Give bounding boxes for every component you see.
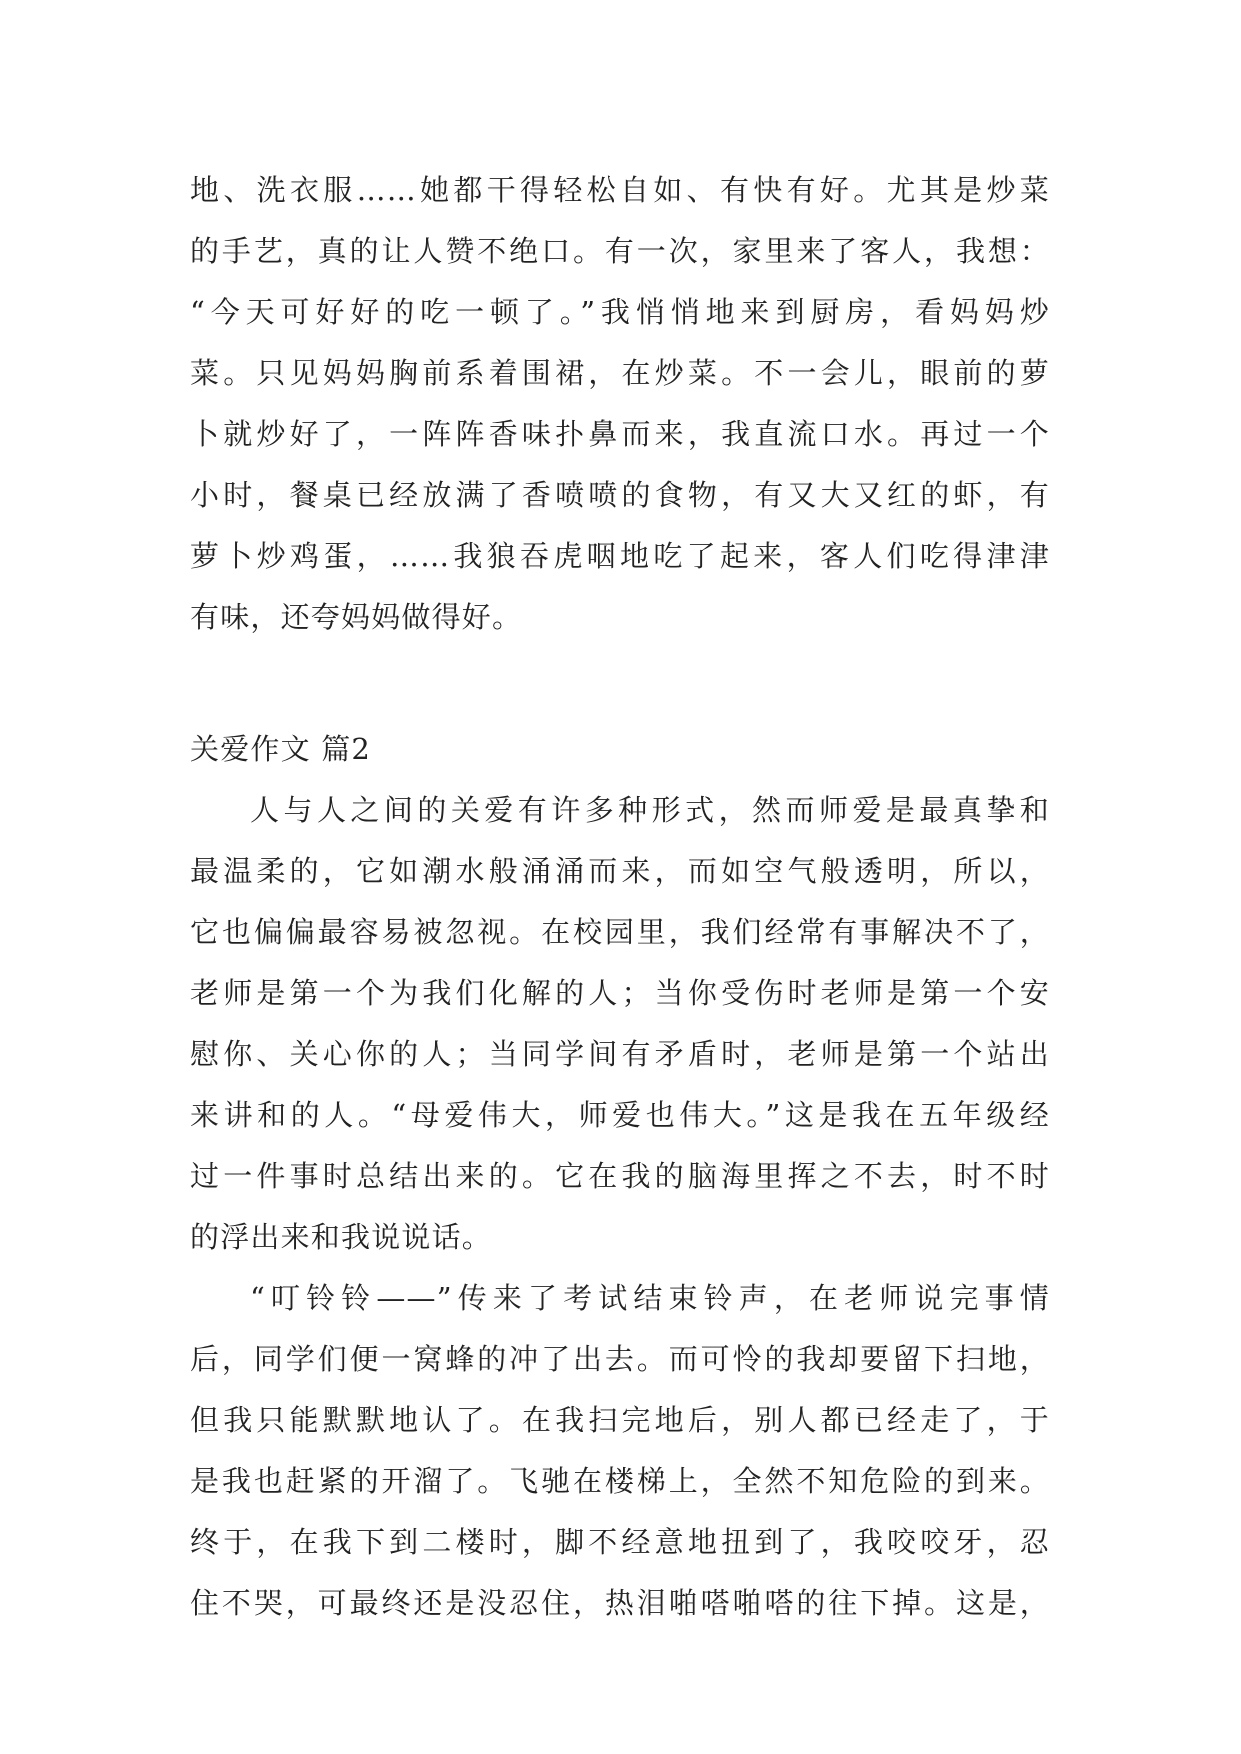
text-line: 过一件事时总结出来的。它在我的脑海里挥之不去，时不时 [190, 1159, 1050, 1193]
paragraph-2 [190, 780, 1050, 1268]
text-line: 最温柔的，它如潮水般涌涌而来，而如空气般透明，所以， [190, 854, 1050, 888]
text-line: 卜就炒好了，一阵阵香味扑鼻而来，我直流口水。再过一个 [190, 417, 1050, 451]
text-line: “今天可好好的吃一顿了。”我悄悄地来到厨房，看妈妈炒 [190, 295, 1050, 329]
text-line: 人与人之间的关爱有许多种形式，然而师爱是最真挚和 [250, 793, 1050, 827]
text-line: 老师是第一个为我们化解的人；当你受伤时老师是第一个安 [190, 976, 1050, 1010]
text-line: 来讲和的人。“母爱伟大，师爱也伟大。”这是我在五年级经 [190, 1098, 1050, 1132]
text-line: 但我只能默默地认了。在我扫完地后，别人都已经走了，于 [190, 1403, 1050, 1437]
text-line: 住不哭，可最终还是没忍住，热泪啪嗒啪嗒的往下掉。这是， [190, 1586, 1050, 1620]
text-line: 终于，在我下到二楼时，脚不经意地扭到了，我咬咬牙，忍 [190, 1525, 1050, 1559]
section-heading: 关爱作文 篇2 [190, 732, 372, 766]
text-line: 后，同学们便一窝蜂的冲了出去。而可怜的我却要留下扫地， [190, 1342, 1050, 1376]
text-line: 它也偏偏最容易被忽视。在校园里，我们经常有事解决不了， [190, 915, 1050, 949]
text-line: 有味，还夸妈妈做得好。 [190, 600, 523, 634]
text-line: 萝卜炒鸡蛋，……我狼吞虎咽地吃了起来，客人们吃得津津 [190, 539, 1050, 573]
text-line: “叮铃铃——”传来了考试结束铃声，在老师说完事情 [250, 1281, 1050, 1315]
text-line: 地、洗衣服……她都干得轻松自如、有快有好。尤其是炒菜 [190, 173, 1050, 207]
text-line: 菜。只见妈妈胸前系着围裙，在炒菜。不一会儿，眼前的萝 [190, 356, 1050, 390]
paragraph-3 [190, 1268, 1050, 1634]
paragraph-1 [190, 160, 1050, 648]
text-line: 的浮出来和我说说话。 [190, 1220, 493, 1254]
text-line: 小时，餐桌已经放满了香喷喷的食物，有又大又红的虾，有 [190, 478, 1050, 512]
text-line: 的手艺，真的让人赞不绝口。有一次，家里来了客人，我想： [190, 234, 1050, 268]
text-line: 慰你、关心你的人；当同学间有矛盾时，老师是第一个站出 [190, 1037, 1050, 1071]
text-line: 是我也赶紧的开溜了。飞驰在楼梯上，全然不知危险的到来。 [190, 1464, 1050, 1498]
text-column [190, 160, 1050, 1634]
